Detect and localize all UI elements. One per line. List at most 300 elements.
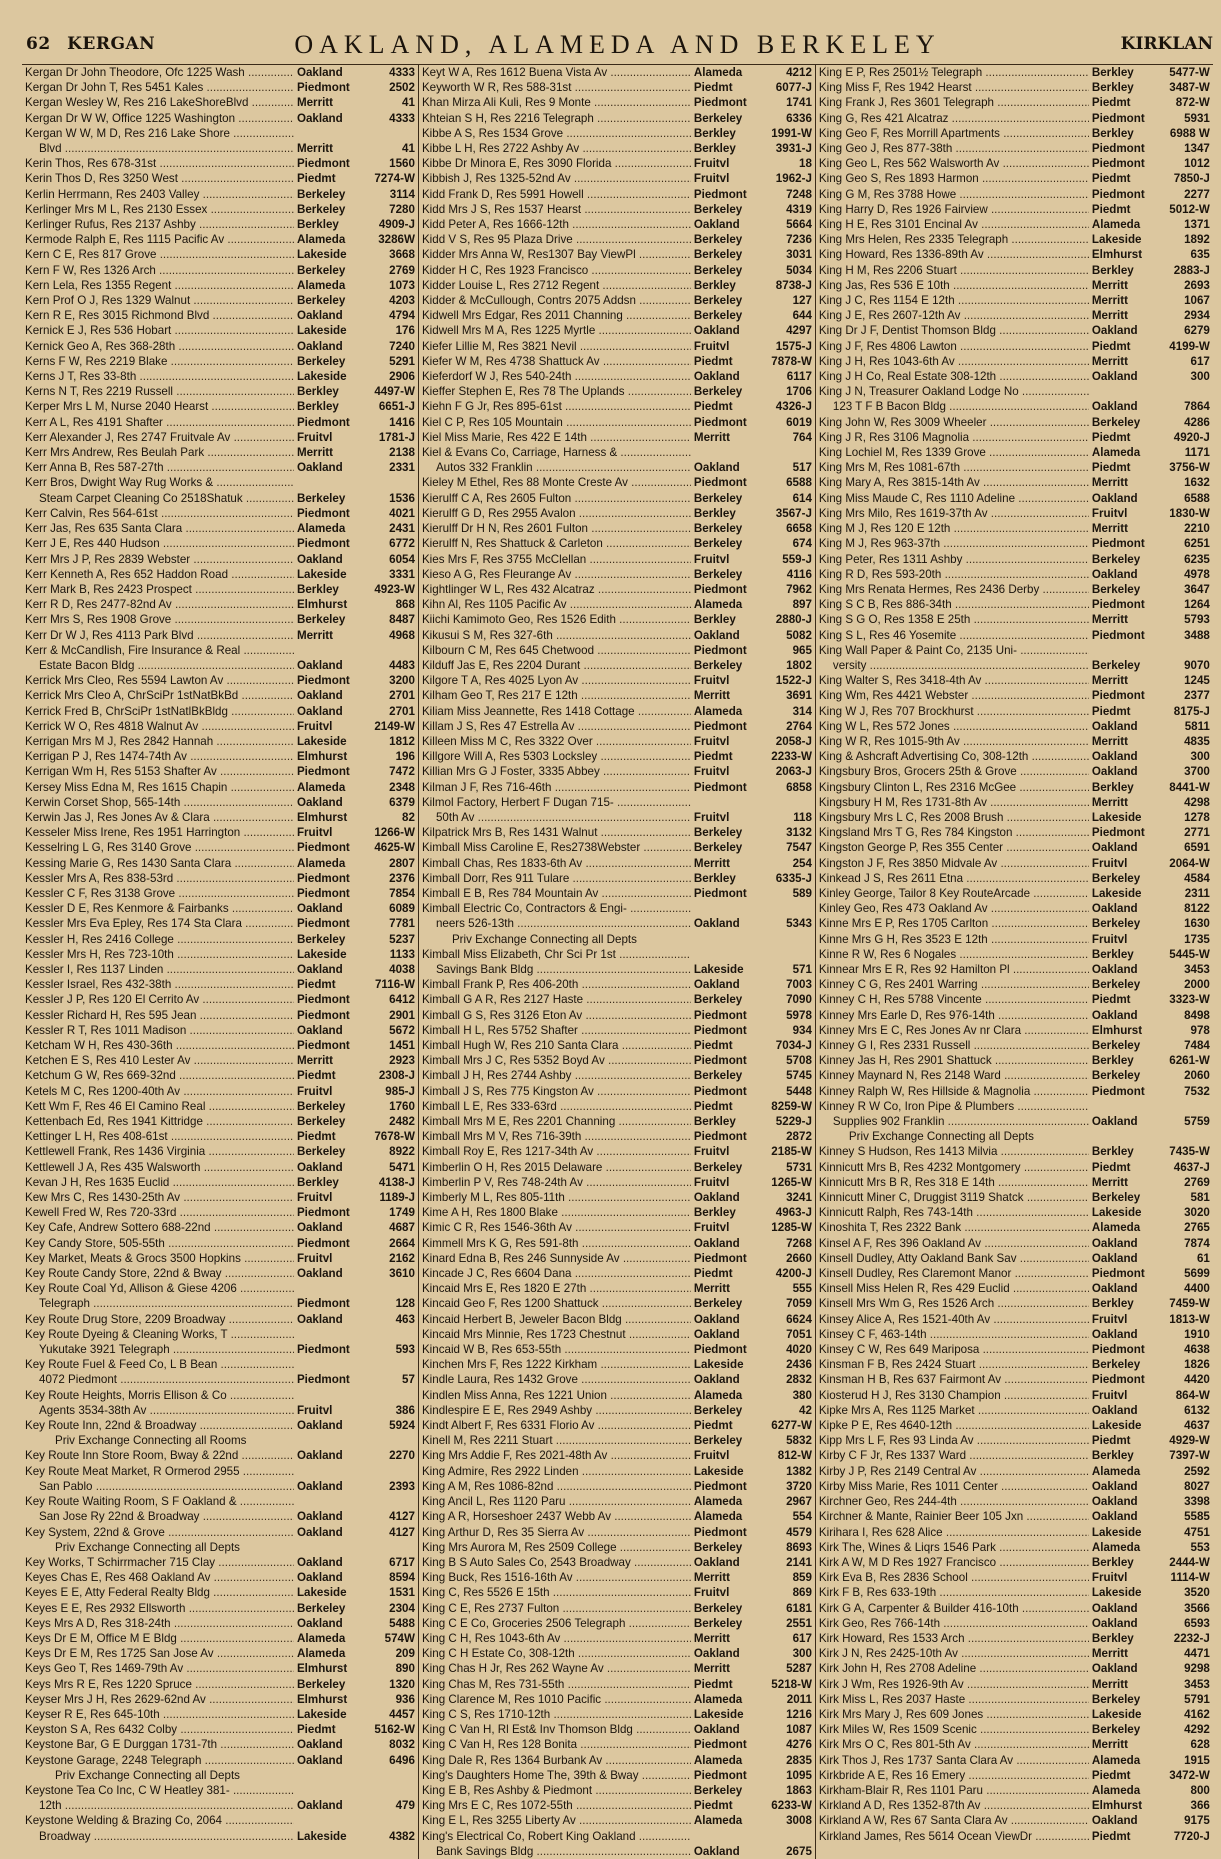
entry-name: Kerrigan P J, Res 1474-74th Av ..... — [25, 749, 294, 764]
entry-exchange: Berkeley — [296, 187, 346, 201]
entry-name: Kimball Electric Co, Contractors & Engi- ..... — [422, 901, 691, 916]
entry-phone: 2883-J — [1173, 263, 1210, 277]
entry-exchange: Piedmont — [1091, 187, 1145, 201]
entry-phone: 6858 — [786, 780, 812, 794]
listing-entry — [422, 354, 812, 369]
entry-exchange: Oakland — [296, 1799, 343, 1813]
entry-exchange: Lakeside — [296, 248, 347, 262]
listing-entry — [422, 156, 812, 171]
entry-phone: 9298 — [1184, 1662, 1210, 1676]
entry-phone: 553 — [1190, 1540, 1210, 1554]
entry-name: Kincaid Mrs Minnie, Res 1723 Chestnut ..... — [422, 1327, 691, 1342]
listing-entry — [819, 187, 1210, 202]
entry-phone: 3020 — [1184, 1206, 1210, 1220]
entry-name: Kimball E B, Res 784 Mountain Av ..... — [422, 886, 691, 901]
entry-phone: 18 — [799, 157, 812, 171]
entry-phone: 2311 — [1184, 886, 1210, 900]
entry-name: Kiichi Kamimoto Geo, Res 1526 Edith ..... — [422, 612, 691, 627]
entry-exchange: Piedmont — [296, 537, 350, 551]
entry-exchange: Oakland — [296, 111, 343, 125]
listing-entry — [422, 1433, 812, 1448]
entry-exchange: Piedmt — [693, 81, 733, 95]
entry-name: King Peter, Res 1311 Ashby ..... — [819, 552, 1089, 567]
entry-phone: 2771 — [1184, 826, 1210, 840]
listing-entry — [819, 764, 1210, 779]
entry-phone: 2764 — [786, 719, 812, 733]
entry-exchange: Berkeley — [296, 263, 346, 277]
entry-exchange: Piedmt — [693, 1799, 733, 1813]
entry-name: Kerns J T, Res 33-8th ..... — [25, 369, 294, 384]
listing-entry — [819, 1220, 1210, 1235]
entry-exchange: Oakland — [693, 628, 740, 642]
listing-entry — [819, 1753, 1210, 1768]
entry-exchange: Berkley — [1091, 1054, 1134, 1068]
entry-exchange: Berkeley — [693, 658, 743, 672]
entry-exchange: Berkley — [1091, 780, 1134, 794]
listing-entry — [819, 1312, 1210, 1327]
entry-exchange: Piedmont — [296, 81, 350, 95]
entry-phone: 4276 — [786, 1738, 812, 1752]
entry-phone: 7781 — [389, 917, 415, 931]
entry-exchange: Fruitvl — [296, 1191, 333, 1205]
entry-phone: 300 — [1190, 370, 1210, 384]
entry-name: King Arthur D, Res 35 Sierra Av ..... — [422, 1525, 691, 1540]
entry-phone: 1278 — [1184, 810, 1210, 824]
entry-exchange: Oakland — [296, 1267, 343, 1281]
entry-phone: 617 — [1190, 354, 1210, 368]
entry-phone: 9070 — [1184, 658, 1210, 672]
listing-entry — [25, 552, 415, 567]
listing-entry — [25, 65, 415, 80]
entry-exchange: Oakland — [1091, 750, 1138, 764]
entry-phone: 128 — [395, 1297, 415, 1311]
entry-exchange: Berkeley — [693, 1160, 743, 1174]
entry-exchange: Lakeside — [693, 1707, 744, 1721]
listing-entry — [422, 1570, 812, 1585]
entry-name: Kessler D E, Res Kenmore & Fairbanks ..... — [25, 901, 294, 916]
listing-entry — [422, 1175, 812, 1190]
entry-exchange: Berkeley — [1091, 917, 1141, 931]
listing-entry — [25, 673, 415, 688]
listing-entry — [25, 1829, 415, 1844]
listing-entry — [422, 977, 812, 992]
entry-phone: 3610 — [389, 1267, 415, 1281]
entry-phone: 1416 — [389, 415, 415, 429]
entry-exchange: Piedmont — [693, 1084, 747, 1098]
listing-entry — [819, 1631, 1210, 1646]
entry-phone: 5931 — [1184, 111, 1210, 125]
entry-phone: 897 — [792, 598, 812, 612]
listing-entry — [25, 1175, 415, 1190]
entry-exchange: Berkley — [1091, 1555, 1134, 1569]
entry-name: Kirby Miss Marie, Res 1011 Center ..... — [819, 1479, 1089, 1494]
entry-name: Kimball J H, Res 2744 Ashby ..... — [422, 1068, 691, 1083]
entry-phone: 4909-J — [378, 218, 415, 232]
entry-name: King M J, Res 963-37th ..... — [819, 536, 1089, 551]
entry-exchange — [691, 901, 762, 916]
entry-exchange: Merritt — [693, 856, 730, 870]
listing-entry — [25, 399, 415, 414]
listing-entry — [422, 764, 812, 779]
entry-name: Kettinger L H, Res 408-61st ..... — [25, 1129, 294, 1144]
listing-entry — [819, 1570, 1210, 1585]
entry-name: Kern F W, Res 1326 Arch ..... — [25, 263, 294, 278]
listing-entry — [819, 932, 1210, 947]
listing-entry — [819, 1190, 1210, 1205]
entry-exchange — [294, 1327, 365, 1342]
entry-exchange: Piedmont — [296, 917, 350, 931]
entry-name: Kimball Hugh W, Res 210 Santa Clara ..... — [422, 1038, 691, 1053]
listing-entry — [422, 1266, 812, 1281]
entry-phone: 2232-J — [1173, 1631, 1210, 1645]
listing-entry — [422, 111, 812, 126]
entry-exchange: Oakland — [1091, 1495, 1138, 1509]
entry-phone: 1991-W — [771, 126, 812, 140]
entry-name: Kidd Mrs J S, Res 1537 Hearst ..... — [422, 202, 691, 217]
listing-entry — [25, 1220, 415, 1235]
entry-name: King Chas H Jr, Res 262 Wayne Av ..... — [422, 1661, 691, 1676]
entry-phone — [762, 795, 812, 810]
entry-phone: 6181 — [786, 1601, 812, 1615]
entry-phone: 2872 — [786, 1130, 812, 1144]
entry-exchange: Fruitvl — [693, 1449, 730, 1463]
entry-name: King Frank J, Res 3601 Telegraph ..... — [819, 95, 1089, 110]
entry-name: Kessing Marie G, Res 1430 Santa Clara ..... — [25, 856, 294, 871]
entry-phone: 4400 — [1184, 1282, 1210, 1296]
entry-name: Kilpatrick Mrs B, Res 1431 Walnut ..... — [422, 825, 691, 840]
entry-name: Savings Bank Bldg ..... — [422, 962, 691, 977]
entry-name: Kilbourn C M, Res 645 Chetwood ..... — [422, 643, 691, 658]
entry-phone: 1575-J — [775, 339, 812, 353]
entry-exchange: Piedmt — [693, 1677, 733, 1691]
entry-exchange: Lakeside — [296, 947, 347, 961]
entry-phone: 2832 — [786, 1373, 812, 1387]
entry-phone: 4297 — [786, 324, 812, 338]
entry-phone: 934 — [792, 1023, 812, 1037]
entry-exchange: Berkley — [296, 1175, 339, 1189]
entry-phone: 7472 — [389, 765, 415, 779]
listing-entry — [422, 612, 812, 627]
entry-exchange: Merritt — [1091, 309, 1128, 323]
entry-phone: 6117 — [786, 370, 812, 384]
listing-entry — [422, 187, 812, 202]
entry-phone: 868 — [395, 598, 415, 612]
entry-exchange: Oakland — [296, 1555, 343, 1569]
entry-name: Kirkham-Blair R, Res 1101 Paru ..... — [819, 1783, 1089, 1798]
entry-name: Kergan W W, M D, Res 216 Lake Shore ..... — [25, 126, 294, 141]
entry-phone: 7059 — [786, 1297, 812, 1311]
entry-phone: 2967 — [786, 1495, 812, 1509]
entry-exchange: Piedmont — [1091, 157, 1145, 171]
entry-exchange: Berkley — [693, 126, 736, 140]
entry-name: Key Route Drug Store, 2209 Broadway ..... — [25, 1312, 294, 1327]
entry-exchange: Berkeley — [693, 1616, 743, 1630]
listing-entry — [819, 475, 1210, 490]
entry-exchange: Alameda — [693, 1495, 743, 1509]
entry-name: Keystone Bar, G E Durggan 1731-7th ..... — [25, 1737, 294, 1752]
entry-phone: 812-W — [777, 1449, 812, 1463]
listing-entry — [25, 1008, 415, 1023]
entry-name: Keys Dr E M, Res 1725 San Jose Av ..... — [25, 1646, 294, 1661]
listing-entry — [819, 749, 1210, 764]
entry-phone: 985-J — [385, 1084, 415, 1098]
entry-phone: 4020 — [786, 1343, 812, 1357]
entry-phone: 2693 — [1184, 278, 1210, 292]
entry-name: King J F, Res 4806 Lawton ..... — [819, 339, 1089, 354]
listing-entry — [819, 65, 1210, 80]
entry-exchange: Lakeside — [1091, 810, 1142, 824]
entry-phone: 2901 — [389, 1008, 415, 1022]
entry-name: San Pablo ..... — [25, 1479, 294, 1494]
first-entry-word: KERGAN — [67, 34, 156, 54]
entry-name: Kimmell Mrs K G, Res 591-8th ..... — [422, 1236, 691, 1251]
entry-phone: 7962 — [786, 582, 812, 596]
entry-phone: 6772 — [389, 537, 415, 551]
entry-phone: 8259-W — [771, 1099, 812, 1113]
entry-name: Kingston J F, Res 3850 Midvale Av ..... — [819, 856, 1089, 871]
entry-exchange: Berkeley — [1091, 415, 1141, 429]
entry-phone: 2233-W — [771, 750, 812, 764]
entry-name: Kinsey Alice A, Res 1521-40th Av ..... — [819, 1312, 1089, 1327]
entry-exchange: Oakland — [1091, 567, 1138, 581]
entry-phone: 4138-J — [378, 1175, 415, 1189]
entry-name: Kirk A W, M D Res 1927 Francisco ..... — [819, 1555, 1089, 1570]
entry-exchange: Lakeside — [296, 1707, 347, 1721]
entry-name: King G M, Res 3788 Howe ..... — [819, 187, 1089, 202]
entry-name: Kerr Dr W J, Res 4113 Park Blvd ..... — [25, 628, 294, 643]
listing-entry — [422, 1160, 812, 1175]
entry-exchange: Merritt — [1091, 674, 1128, 688]
entry-exchange: Piedmont — [296, 506, 350, 520]
entry-exchange: Merritt — [693, 430, 730, 444]
entry-exchange: Oakland — [1091, 1115, 1138, 1129]
listing-entry — [25, 1479, 415, 1494]
entry-exchange: Oakland — [1091, 1479, 1138, 1493]
listing-entry — [819, 1251, 1210, 1266]
entry-exchange: Berkley — [296, 218, 339, 232]
entry-phone: 3487-W — [1169, 81, 1210, 95]
entry-exchange: Oakland — [693, 1312, 740, 1326]
entry-phone: 1560 — [389, 157, 415, 171]
listing-entry — [422, 552, 812, 567]
entry-name: Kirk Mrs Mary J, Res 609 Jones ..... — [819, 1707, 1089, 1722]
entry-phone: 1741 — [786, 96, 812, 110]
entry-exchange: Berkeley — [296, 1677, 346, 1691]
entry-name: Keyser R E, Res 645-10th ..... — [25, 1707, 294, 1722]
listing-entry — [819, 643, 1210, 658]
listing-entry — [819, 1099, 1210, 1114]
entry-exchange: Merritt — [1091, 734, 1128, 748]
entry-phone: 2701 — [389, 704, 415, 718]
entry-name: King's Daughters Home The, 39th & Bway ..... — [422, 1768, 691, 1783]
entry-exchange: Fruitvl — [1091, 1312, 1128, 1326]
listing-entry — [25, 992, 415, 1007]
listing-entry — [25, 445, 415, 460]
entry-name: Kightlinger W L, Res 432 Alcatraz ..... — [422, 582, 691, 597]
entry-phone: 6054 — [389, 552, 415, 566]
entry-exchange: Piedmont — [693, 476, 747, 490]
entry-phone: 2162 — [389, 1251, 415, 1265]
entry-name: Kimberly M L, Res 805-11th ..... — [422, 1190, 691, 1205]
listing-entry — [819, 1677, 1210, 1692]
entry-phone: 4319 — [786, 202, 812, 216]
entry-phone: 4286 — [1184, 415, 1210, 429]
listing-entry — [819, 886, 1210, 901]
entry-exchange: Merritt — [1091, 476, 1128, 490]
entry-phone — [365, 1327, 415, 1342]
entry-phone: 1095 — [786, 1768, 812, 1782]
entry-phone: 7864 — [1184, 400, 1210, 414]
entry-phone: 4127 — [389, 1510, 415, 1524]
entry-name: Kesseler Miss Irene, Res 1951 Harrington ..... — [25, 825, 294, 840]
entry-phone: 7236 — [786, 233, 812, 247]
listing-entry — [25, 688, 415, 703]
entry-exchange: Merritt — [296, 628, 334, 642]
listing-entry — [422, 856, 812, 871]
listing-entry — [819, 810, 1210, 825]
entry-exchange: Fruitvl — [296, 826, 333, 840]
entry-exchange: Merritt — [296, 96, 334, 110]
entry-exchange: Piedmt — [1091, 430, 1131, 444]
listing-entry — [819, 445, 1210, 460]
entry-exchange — [1089, 1099, 1160, 1114]
entry-name: 4072 Piedmont ..... — [25, 1372, 294, 1387]
entry-name: Keys Geo T, Res 1469-79th Av ..... — [25, 1661, 294, 1676]
entry-exchange: Piedmont — [693, 1768, 747, 1782]
entry-name: Key Route Waiting Room, S F Oakland & ..... — [25, 1494, 294, 1509]
entry-name: Killgore Will A, Res 5303 Locksley ..... — [422, 749, 691, 764]
entry-exchange: Piedmont — [693, 1343, 747, 1357]
entry-phone: 8487 — [389, 613, 415, 627]
entry-exchange — [294, 126, 365, 141]
listing-entry — [819, 1023, 1210, 1038]
entry-phone: 3472-W — [1169, 1768, 1210, 1782]
entry-exchange: Oakland — [693, 218, 740, 232]
listing-entry — [422, 1722, 812, 1737]
entry-exchange: Berkeley — [693, 1297, 743, 1311]
entry-phone: 3200 — [389, 674, 415, 688]
entry-exchange: Piedmt — [1091, 1768, 1131, 1782]
entry-phone: 4333 — [389, 66, 415, 79]
entry-name: Kerr Jas, Res 635 Santa Clara ..... — [25, 521, 294, 536]
listing-entry — [25, 1601, 415, 1616]
entry-exchange: Berkeley — [693, 522, 743, 536]
entry-name: Key Cafe, Andrew Sottero 688-22nd ..... — [25, 1220, 294, 1235]
entry-phone: 5287 — [786, 1662, 812, 1676]
entry-exchange: Piedmont — [693, 1054, 747, 1068]
listing-entry — [422, 1099, 812, 1114]
entry-phone: 1245 — [1184, 674, 1210, 688]
entry-exchange: Oakland — [1091, 1236, 1138, 1250]
listing-entry — [422, 1646, 812, 1661]
entry-phone: 617 — [792, 1631, 812, 1645]
entry-phone: 1522-J — [775, 674, 812, 688]
listing-entry — [422, 1281, 812, 1296]
entry-phone: 5488 — [389, 1616, 415, 1630]
entry-phone: 1802 — [786, 658, 812, 672]
entry-exchange: Elmhurst — [296, 750, 348, 764]
listing-entry — [422, 780, 812, 795]
entry-exchange: Berkeley — [296, 1145, 346, 1159]
entry-phone — [365, 1768, 415, 1783]
entry-exchange: Oakland — [296, 1738, 343, 1752]
entry-phone: 6077-J — [775, 81, 812, 95]
entry-exchange: Oakland — [296, 1525, 343, 1539]
entry-phone: 2377 — [1184, 689, 1210, 703]
listing-entry — [25, 704, 415, 719]
listing-entry — [25, 795, 415, 810]
entry-exchange: Alameda — [296, 856, 346, 870]
entry-name: King Mrs Addie F, Res 2021-48th Av ..... — [422, 1448, 691, 1463]
listing-entry — [25, 567, 415, 582]
listing-entry — [422, 95, 812, 110]
entry-exchange: Fruitvl — [693, 765, 730, 779]
entry-phone: 7116-W — [374, 978, 415, 992]
entry-exchange: Berkeley — [296, 1601, 346, 1615]
entry-phone: 5471 — [389, 1160, 415, 1174]
entry-name: Kimball Chas, Res 1833-6th Av ..... — [422, 856, 691, 871]
page-number: 62 — [26, 34, 51, 54]
entry-name: Kirk Thos J, Res 1737 Santa Clara Av ..... — [819, 1753, 1089, 1768]
entry-phone: 581 — [1190, 1191, 1210, 1205]
entry-name: Kinney G I, Res 2331 Russell ..... — [819, 1038, 1089, 1053]
entry-exchange: Lakeside — [296, 1586, 347, 1600]
entry-phone: 2592 — [1184, 1464, 1210, 1478]
entry-exchange: Berkeley — [296, 491, 346, 505]
entry-phone: 2011 — [786, 1692, 812, 1706]
entry-exchange: Piedmont — [693, 1130, 747, 1144]
entry-exchange: Fruitvl — [693, 734, 730, 748]
listing-entry — [422, 582, 812, 597]
entry-phone: 7720-J — [1173, 1829, 1210, 1843]
entry-exchange: Oakland — [693, 1236, 740, 1250]
entry-phone: 7678-W — [374, 1130, 415, 1144]
entry-exchange: Piedmont — [693, 1251, 747, 1265]
entry-phone: 6233-W — [771, 1799, 812, 1813]
entry-phone: 614 — [792, 491, 812, 505]
entry-name: Kinsey C F, 463-14th ..... — [819, 1327, 1089, 1342]
entry-phone: 7280 — [389, 202, 415, 216]
listing-entry — [25, 1372, 415, 1387]
entry-phone: 2701 — [389, 689, 415, 703]
entry-exchange: Berkley — [693, 1206, 736, 1220]
entry-exchange: Alameda — [1091, 1540, 1141, 1554]
entry-phone: 4497-W — [374, 385, 415, 399]
entry-name: Kerrick W O, Res 4818 Walnut Av ..... — [25, 719, 294, 734]
entry-name: King C Van H, Res 128 Bonita ..... — [422, 1737, 691, 1752]
entry-name: Keyes Chas E, Res 468 Oakland Av ..... — [25, 1570, 294, 1585]
entry-exchange: Oakland — [296, 1753, 343, 1767]
listing-columns — [22, 64, 1213, 1859]
entry-exchange: Lakeside — [296, 370, 347, 384]
entry-phone: 2551 — [786, 1616, 812, 1630]
entry-exchange: Berkeley — [1091, 978, 1141, 992]
listing-entry — [25, 430, 415, 445]
listing-entry — [819, 1555, 1210, 1570]
entry-name: Kirk G A, Carpenter & Builder 416-10th ..... — [819, 1601, 1089, 1616]
entry-exchange: Oakland — [1091, 719, 1138, 733]
entry-phone: 254 — [792, 856, 812, 870]
entry-phone: 1067 — [1184, 294, 1210, 308]
entry-name: Kinne R W, Res 6 Nogales ..... — [819, 947, 1089, 962]
entry-exchange: Oakland — [693, 324, 740, 338]
entry-exchange: Piedmt — [693, 354, 733, 368]
entry-name: Kirk The, Wines & Liqrs 1546 Park ..... — [819, 1540, 1089, 1555]
entry-phone: 4968 — [389, 628, 415, 642]
listing-entry — [819, 369, 1210, 384]
entry-phone: 5445-W — [1169, 947, 1210, 961]
entry-name: Kimball G A R, Res 2127 Haste ..... — [422, 992, 691, 1007]
